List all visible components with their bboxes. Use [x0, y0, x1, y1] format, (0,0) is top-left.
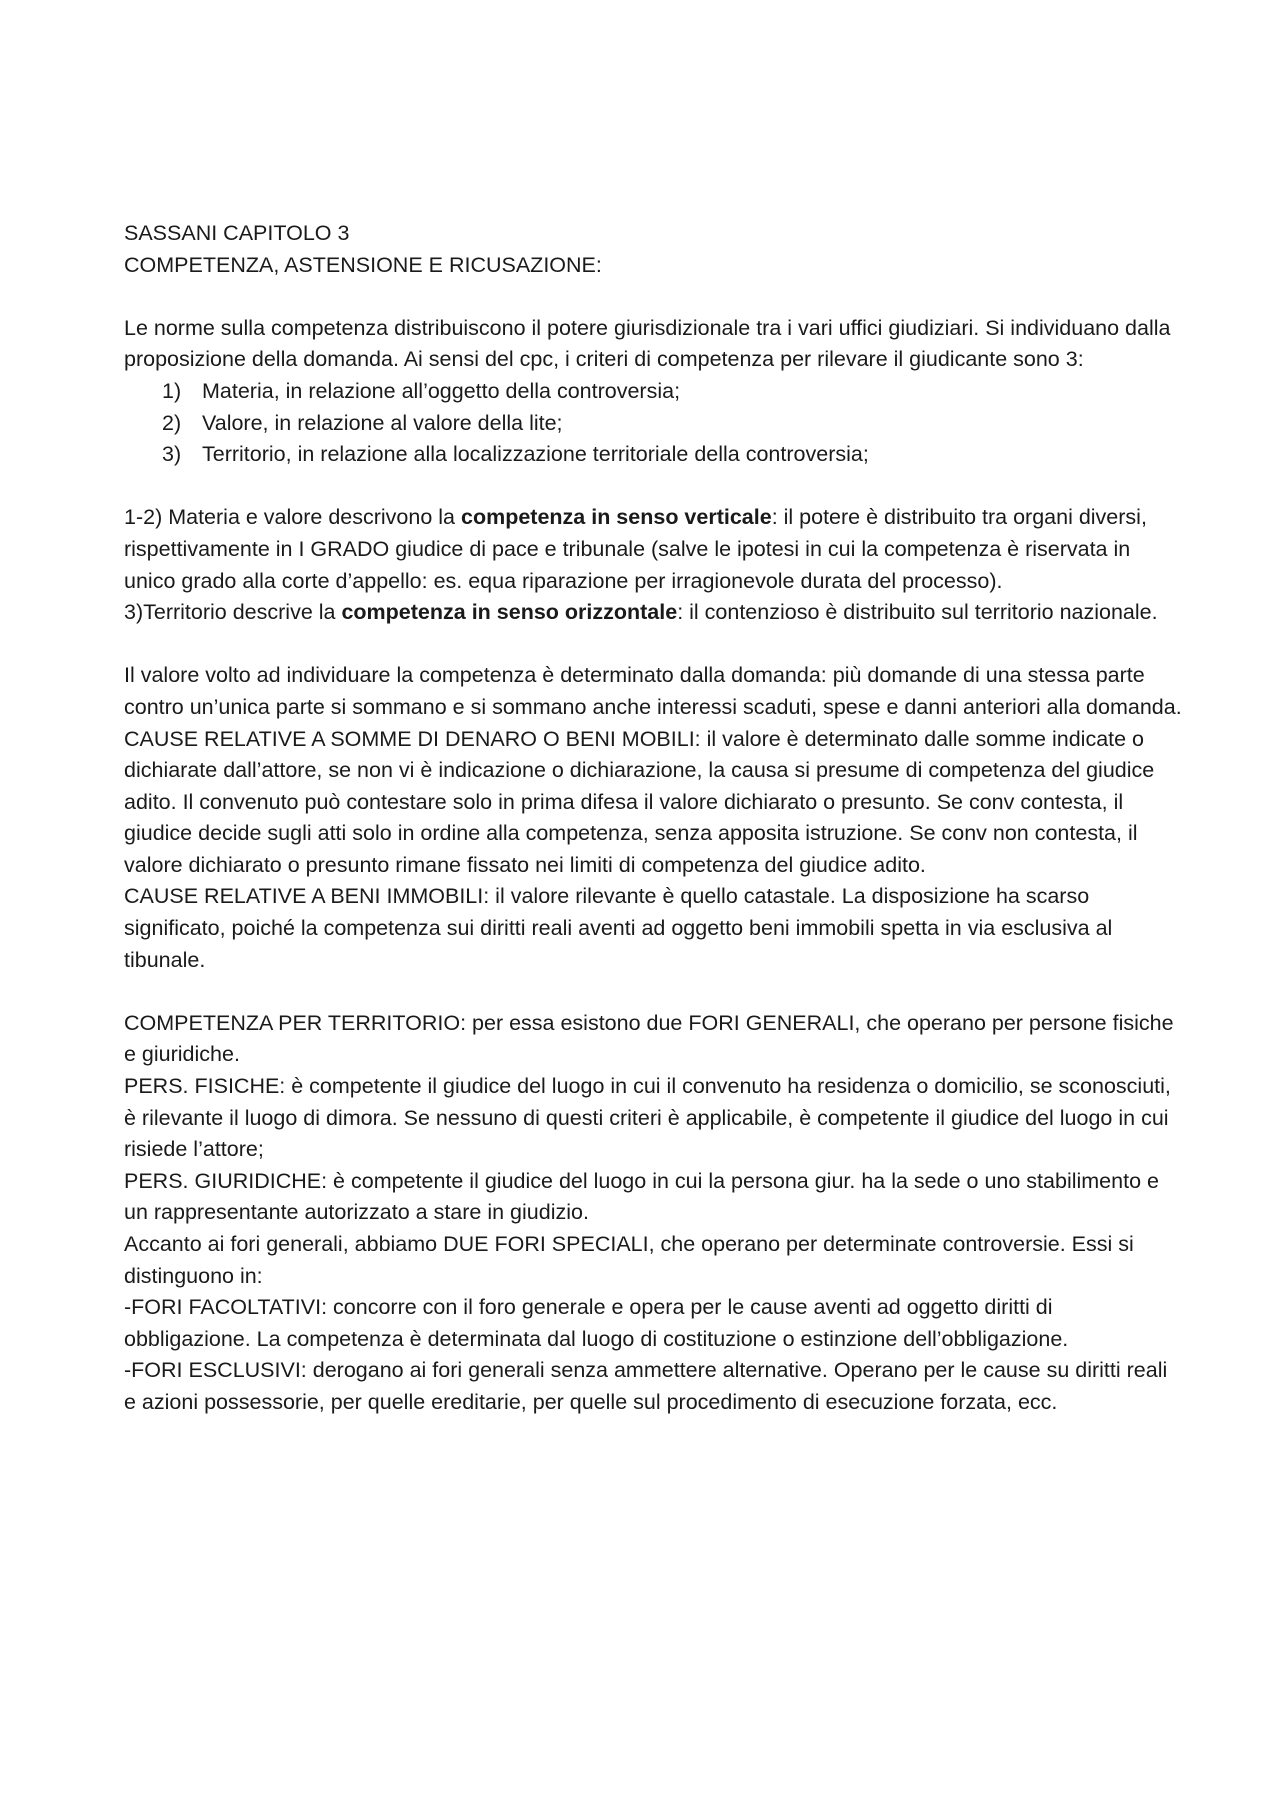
value-paragraph: Il valore volto ad individuare la competenza è determinato dalla domanda: più domande di una stessa parte contro un’unica parte si sommano e si sommano anche interessi scaduti, spese e danni anteriori alla domanda. — [124, 663, 1182, 719]
spacer — [124, 281, 1184, 313]
list-item — [124, 376, 1184, 408]
list-item-number: 2) — [162, 410, 182, 435]
natural-persons-paragraph: PERS. FISICHE: è competente il giudice del luogo in cui il convenuto ha residenza o domicilio, se sconosciuti, è rilevante il luogo di dimora. Se nessuno di questi criteri è applicabile, è competente il giudice del luogo in cui risiede l’attore; — [124, 1074, 1171, 1162]
vertical-competence-paragraph — [124, 502, 1184, 597]
list-item-text: Territorio, in relazione alla localizzazione territoriale della controversia; — [202, 442, 869, 467]
paragraph-text: 1-2) Materia e valore descrivono la — [124, 505, 461, 530]
document-subtitle: COMPETENZA, ASTENSIONE E RICUSAZIONE: — [124, 252, 602, 277]
special-fora-paragraph: Accanto ai fori generali, abbiamo DUE FORI SPECIALI, che operano per determinate controversie. Essi si distinguono in: — [124, 1232, 1134, 1288]
movable-goods-paragraph: CAUSE RELATIVE A SOMME DI DENARO O BENI MOBILI: il valore è determinato dalle somme indicate o dichiarate dall’attore, se non vi è indicazione o dichiarazione, la causa si presume di competenza del giudice adito. Il convenuto può contestare solo in prima difesa il valore dichiarato o presunto. Se conv contesta, il giudice decide sugli atti solo in ordine alla competenza, senza apposita istruzione. Se conv non contesta, il valore dichiarato o presunto rimane fissato nei limiti di competenza del giudice adito. — [124, 726, 1155, 877]
spacer — [124, 629, 1184, 661]
list-item-number: 3) — [162, 442, 182, 467]
paragraph-text: : il potere è distribuito tra organi diversi, rispettivamente in I GRADO giudice di pace e tribunale (salve le ipotesi in cui la competenza è riservata in unico grado alla corte d’appello: es. equa riparazione per irragionevole durata del processo). — [124, 505, 1147, 593]
list-item-number: 1) — [162, 378, 182, 403]
criteria-list — [124, 376, 1184, 471]
optional-fora-paragraph: -FORI FACOLTATIVI: concorre con il foro generale e opera per le cause aventi ad oggetto diritti di obbligazione. La competenza è determinata dal luogo di costituzione o estinzione dell’obbligazione. — [124, 1295, 1069, 1351]
paragraph-text: 3)Territorio descrive la — [124, 600, 342, 625]
spacer — [124, 471, 1184, 503]
list-item — [124, 408, 1184, 440]
bold-term: competenza in senso verticale — [461, 505, 772, 530]
list-item-text: Materia, in relazione all’oggetto della controversia; — [202, 378, 681, 403]
bold-term: competenza in senso orizzontale — [341, 600, 678, 625]
document-title: SASSANI CAPITOLO 3 — [124, 221, 350, 245]
list-item — [124, 439, 1184, 471]
intro-paragraph: Le norme sulla competenza distribuiscono il potere giurisdizionale tra i vari uffici giudiziari. Si individuano dalla proposizione della domanda. Ai sensi del cpc, i criteri di competenza per rilevare il giudicante sono 3: — [124, 315, 1171, 372]
list-item-text: Valore, in relazione al valore della lite; — [202, 410, 563, 435]
immovable-goods-paragraph: CAUSE RELATIVE A BENI IMMOBILI: il valore rilevante è quello catastale. La disposizione ha scarso significato, poiché la competenza sui diritti reali aventi ad oggetto beni immobili spetta in via esclusiva al tibunale. — [124, 884, 1113, 972]
exclusive-fora-paragraph: -FORI ESCLUSIVI: derogano ai fori generali senza ammettere alternative. Operano per le cause su diritti reali e azioni possessorie, per quelle ereditarie, per quelle sul procedimento di esecuzione forzata, ecc. — [124, 1358, 1168, 1414]
document-page — [124, 218, 1184, 1419]
spacer — [124, 976, 1184, 1008]
horizontal-competence-paragraph — [124, 597, 1184, 629]
paragraph-text: : il contenzioso è distribuito sul territorio nazionale. — [677, 600, 1158, 625]
territorial-competence-paragraph: COMPETENZA PER TERRITORIO: per essa esistono due FORI GENERALI, che operano per persone fisiche e giuridiche. — [124, 1010, 1174, 1067]
legal-persons-paragraph: PERS. GIURIDICHE: è competente il giudice del luogo in cui la persona giur. ha la sede o uno stabilimento e un rappresentante autorizzato a stare in giudizio. — [124, 1168, 1159, 1225]
